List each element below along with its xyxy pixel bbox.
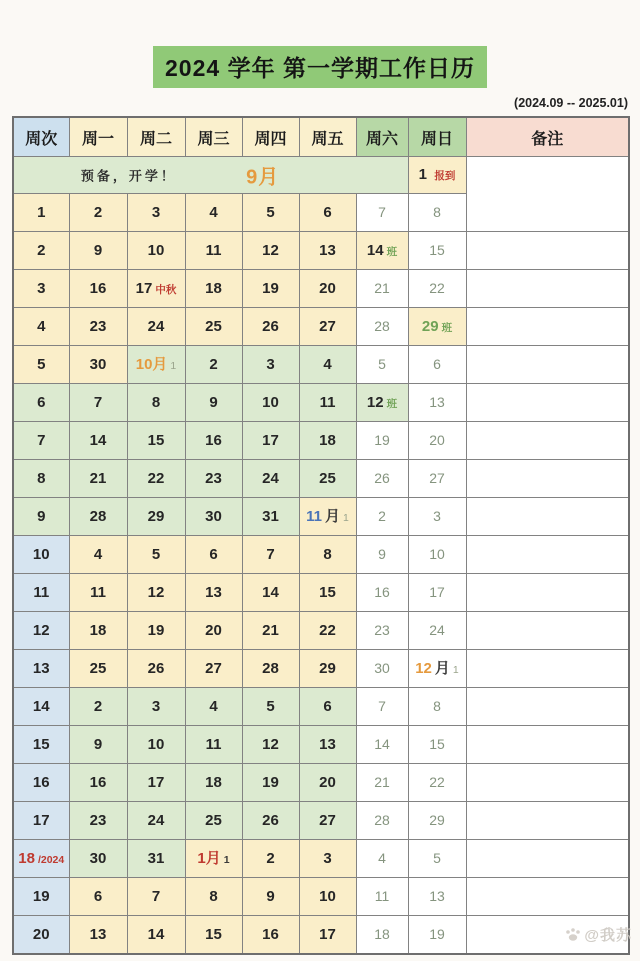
day-cell: 22 [408,270,466,308]
day-cell: 18 [69,612,127,650]
day-cell: 2 [356,498,408,536]
day-cell: 4 [356,840,408,878]
day-cell: 26 [242,802,299,840]
day-cell: 10 [242,384,299,422]
day-cell: 16 [185,422,242,460]
day-cell: 9 [242,878,299,916]
day-cell: 6 [69,878,127,916]
day-cell: 21 [242,612,299,650]
day-cell: 23 [69,802,127,840]
day-cell: 15 [185,916,242,955]
day-cell: 2 [69,194,127,232]
remark-cell [466,498,629,536]
day-cell: 24 [127,802,185,840]
remark-cell [466,764,629,802]
day-cell: 2 [69,688,127,726]
week-number-cell: 17 [13,802,69,840]
week-row-10 [13,536,629,574]
registration-tag: 报到 [434,170,456,182]
day-cell: 19 [408,916,466,955]
day-cell: 7 [69,384,127,422]
header-friday: 周五 [299,117,356,157]
title-bar [0,0,640,88]
day-cell: 10 [127,726,185,764]
day-cell: 25 [185,308,242,346]
day-cell: 31 [127,840,185,878]
day-cell: 13 [299,232,356,270]
day-cell: 3 [127,194,185,232]
week-row-18 [13,840,629,878]
day-cell: 6 [408,346,466,384]
week-row-20 [13,916,629,955]
day-cell: 7 [242,536,299,574]
day-cell: 9 [69,232,127,270]
day-cell: 5 [127,536,185,574]
day-cell: 18 [185,270,242,308]
week-row-6 [13,384,629,422]
day-cell: 27 [408,460,466,498]
remark-cell [466,574,629,612]
day-cell: 3 [242,346,299,384]
header-saturday: 周六 [356,117,408,157]
day-cell: 21 [69,460,127,498]
day-cell: 7 [356,194,408,232]
day-cell: 12 月 1 [408,650,466,688]
day-cell: 3 [299,840,356,878]
day-cell: 18 [356,916,408,955]
watermark [565,924,632,945]
day-cell: 21 [356,270,408,308]
day-cell: 11 [299,384,356,422]
date-range: (2024.09 -- 2025.01) [514,96,628,110]
day-cell: 13 [299,726,356,764]
day-cell: 6 [299,194,356,232]
semester-start-note: 预备，开学！ [80,168,177,184]
week-number-cell: 3 [13,270,69,308]
day-cell: 1月 1 [185,840,242,878]
day-cell: 9 [185,384,242,422]
week-number-cell: 15 [13,726,69,764]
day-cell: 22 [299,612,356,650]
week-number-cell: 6 [13,384,69,422]
remark-cell [466,422,629,460]
day-cell: 10 [127,232,185,270]
week-row-2 [13,232,629,270]
registration-day-cell [408,157,466,194]
day-cell: 7 [356,688,408,726]
september-band [13,157,408,194]
remark-cell [466,460,629,498]
day-cell: 14 班 [356,232,408,270]
day-cell: 11 [356,878,408,916]
week-number-cell: 9 [13,498,69,536]
header-remark: 备注 [466,117,629,157]
day-cell: 19 [127,612,185,650]
week-number-cell: 20 [13,916,69,955]
paw-logo-icon [565,927,581,942]
day-cell: 16 [242,916,299,955]
remark-cell [466,270,629,308]
day-cell: 10 [408,536,466,574]
day-cell: 4 [185,688,242,726]
day-cell: 18 [185,764,242,802]
remark-cell [466,650,629,688]
day-cell: 27 [299,802,356,840]
day-cell: 30 [185,498,242,536]
remark-cell [466,232,629,270]
week-number-cell: 14 [13,688,69,726]
day-cell: 28 [356,802,408,840]
day-cell: 20 [299,270,356,308]
day-cell: 15 [127,422,185,460]
day-cell: 17 [242,422,299,460]
header-row [13,117,629,157]
day-cell: 27 [299,308,356,346]
week-row-12 [13,612,629,650]
day-cell: 20 [299,764,356,802]
week-row-4 [13,308,629,346]
day-cell: 26 [242,308,299,346]
day-cell: 17 [408,574,466,612]
remark-cell [466,536,629,574]
week-number-cell: 10 [13,536,69,574]
day-cell: 30 [69,840,127,878]
day-cell: 24 [242,460,299,498]
week-number-cell: 19 [13,878,69,916]
day-cell: 31 [242,498,299,536]
day-cell: 11 [69,574,127,612]
day-cell: 6 [185,536,242,574]
day-cell: 6 [299,688,356,726]
day-cell: 24 [408,612,466,650]
header-tuesday: 周二 [127,117,185,157]
week-number-cell: 13 [13,650,69,688]
day-cell: 4 [299,346,356,384]
day-cell: 15 [408,726,466,764]
remark-cell [466,384,629,422]
week-number-cell: 5 [13,346,69,384]
day-cell: 4 [185,194,242,232]
week-number-cell: 4 [13,308,69,346]
remark-cell [466,840,629,878]
day-cell: 15 [299,574,356,612]
day-cell: 3 [408,498,466,536]
week-row-9 [13,498,629,536]
remark-cell [466,726,629,764]
day-cell: 2 [185,346,242,384]
calendar-body [13,157,629,955]
registration-day-number: 1 [418,166,427,183]
week-number-cell: 8 [13,460,69,498]
day-cell: 23 [356,612,408,650]
day-cell: 20 [408,422,466,460]
week-number-cell: 7 [13,422,69,460]
day-cell: 11 [185,232,242,270]
week-row-17 [13,802,629,840]
calendar-table [12,116,630,955]
day-cell: 11 月 1 [299,498,356,536]
remark-cell [466,878,629,916]
week-row-7 [13,422,629,460]
week-row-13 [13,650,629,688]
day-cell: 28 [242,650,299,688]
day-cell: 24 [127,308,185,346]
day-cell: 19 [356,422,408,460]
day-cell: 25 [299,460,356,498]
day-cell: 10月 1 [127,346,185,384]
day-cell: 3 [127,688,185,726]
week-row-5 [13,346,629,384]
day-cell: 12 [242,232,299,270]
day-cell: 8 [408,194,466,232]
day-cell: 5 [242,688,299,726]
day-cell: 8 [408,688,466,726]
week-row-3 [13,270,629,308]
day-cell: 13 [69,916,127,955]
day-cell: 2 [242,840,299,878]
day-cell: 29 [408,802,466,840]
header-week-number: 周次 [13,117,69,157]
week-number-cell: 16 [13,764,69,802]
day-cell: 22 [408,764,466,802]
day-cell: 10 [299,878,356,916]
day-cell: 14 [356,726,408,764]
day-cell: 29 [127,498,185,536]
day-cell: 8 [185,878,242,916]
remark-cell [466,802,629,840]
day-cell: 13 [185,574,242,612]
week-number-cell: 2 [13,232,69,270]
day-cell: 17 [299,916,356,955]
day-cell: 19 [242,764,299,802]
day-cell: 29 [299,650,356,688]
day-cell: 5 [356,346,408,384]
day-cell: 27 [185,650,242,688]
remark-cell [466,688,629,726]
day-cell: 21 [356,764,408,802]
day-cell: 17 [127,764,185,802]
day-cell: 8 [299,536,356,574]
day-cell: 13 [408,384,466,422]
day-cell: 12 [242,726,299,764]
week-number-cell: 18 /2024 [13,840,69,878]
day-cell: 18 [299,422,356,460]
day-cell: 9 [356,536,408,574]
week-row-16 [13,764,629,802]
day-cell: 16 [356,574,408,612]
remark-cell [466,157,629,232]
day-cell: 15 [408,232,466,270]
day-cell: 23 [69,308,127,346]
watermark-text: @我苏 [584,927,632,944]
day-cell: 14 [242,574,299,612]
week-row-8 [13,460,629,498]
header-monday: 周一 [69,117,127,157]
remark-cell [466,612,629,650]
day-cell: 5 [242,194,299,232]
remark-cell [466,346,629,384]
day-cell: 4 [69,536,127,574]
day-cell: 29 班 [408,308,466,346]
day-cell: 26 [127,650,185,688]
week-number-cell: 11 [13,574,69,612]
day-cell: 16 [69,270,127,308]
remark-cell [466,308,629,346]
day-cell: 25 [69,650,127,688]
header-wednesday: 周三 [185,117,242,157]
day-cell: 9 [69,726,127,764]
week-row-14 [13,688,629,726]
day-cell: 20 [185,612,242,650]
day-cell: 30 [69,346,127,384]
header-sunday: 周日 [408,117,466,157]
day-cell: 8 [127,384,185,422]
day-cell: 30 [356,650,408,688]
week-row-19 [13,878,629,916]
header-thursday: 周四 [242,117,299,157]
day-cell: 14 [69,422,127,460]
day-cell: 25 [185,802,242,840]
day-cell: 13 [408,878,466,916]
week-row-11 [13,574,629,612]
day-cell: 22 [127,460,185,498]
day-cell: 12 [127,574,185,612]
day-cell: 26 [356,460,408,498]
day-cell: 17 中秋 [127,270,185,308]
day-cell: 23 [185,460,242,498]
day-cell: 28 [356,308,408,346]
month-row [13,157,629,194]
day-cell: 7 [127,878,185,916]
week-row-15 [13,726,629,764]
week-number-cell: 1 [13,194,69,232]
day-cell: 11 [185,726,242,764]
day-cell: 12 班 [356,384,408,422]
day-cell: 28 [69,498,127,536]
day-cell: 19 [242,270,299,308]
month-label-september: 9月 [246,166,280,189]
day-cell: 14 [127,916,185,955]
day-cell: 16 [69,764,127,802]
day-cell: 5 [408,840,466,878]
week-number-cell: 12 [13,612,69,650]
page-title: 2024 学年 第一学期工作日历 [153,46,487,88]
